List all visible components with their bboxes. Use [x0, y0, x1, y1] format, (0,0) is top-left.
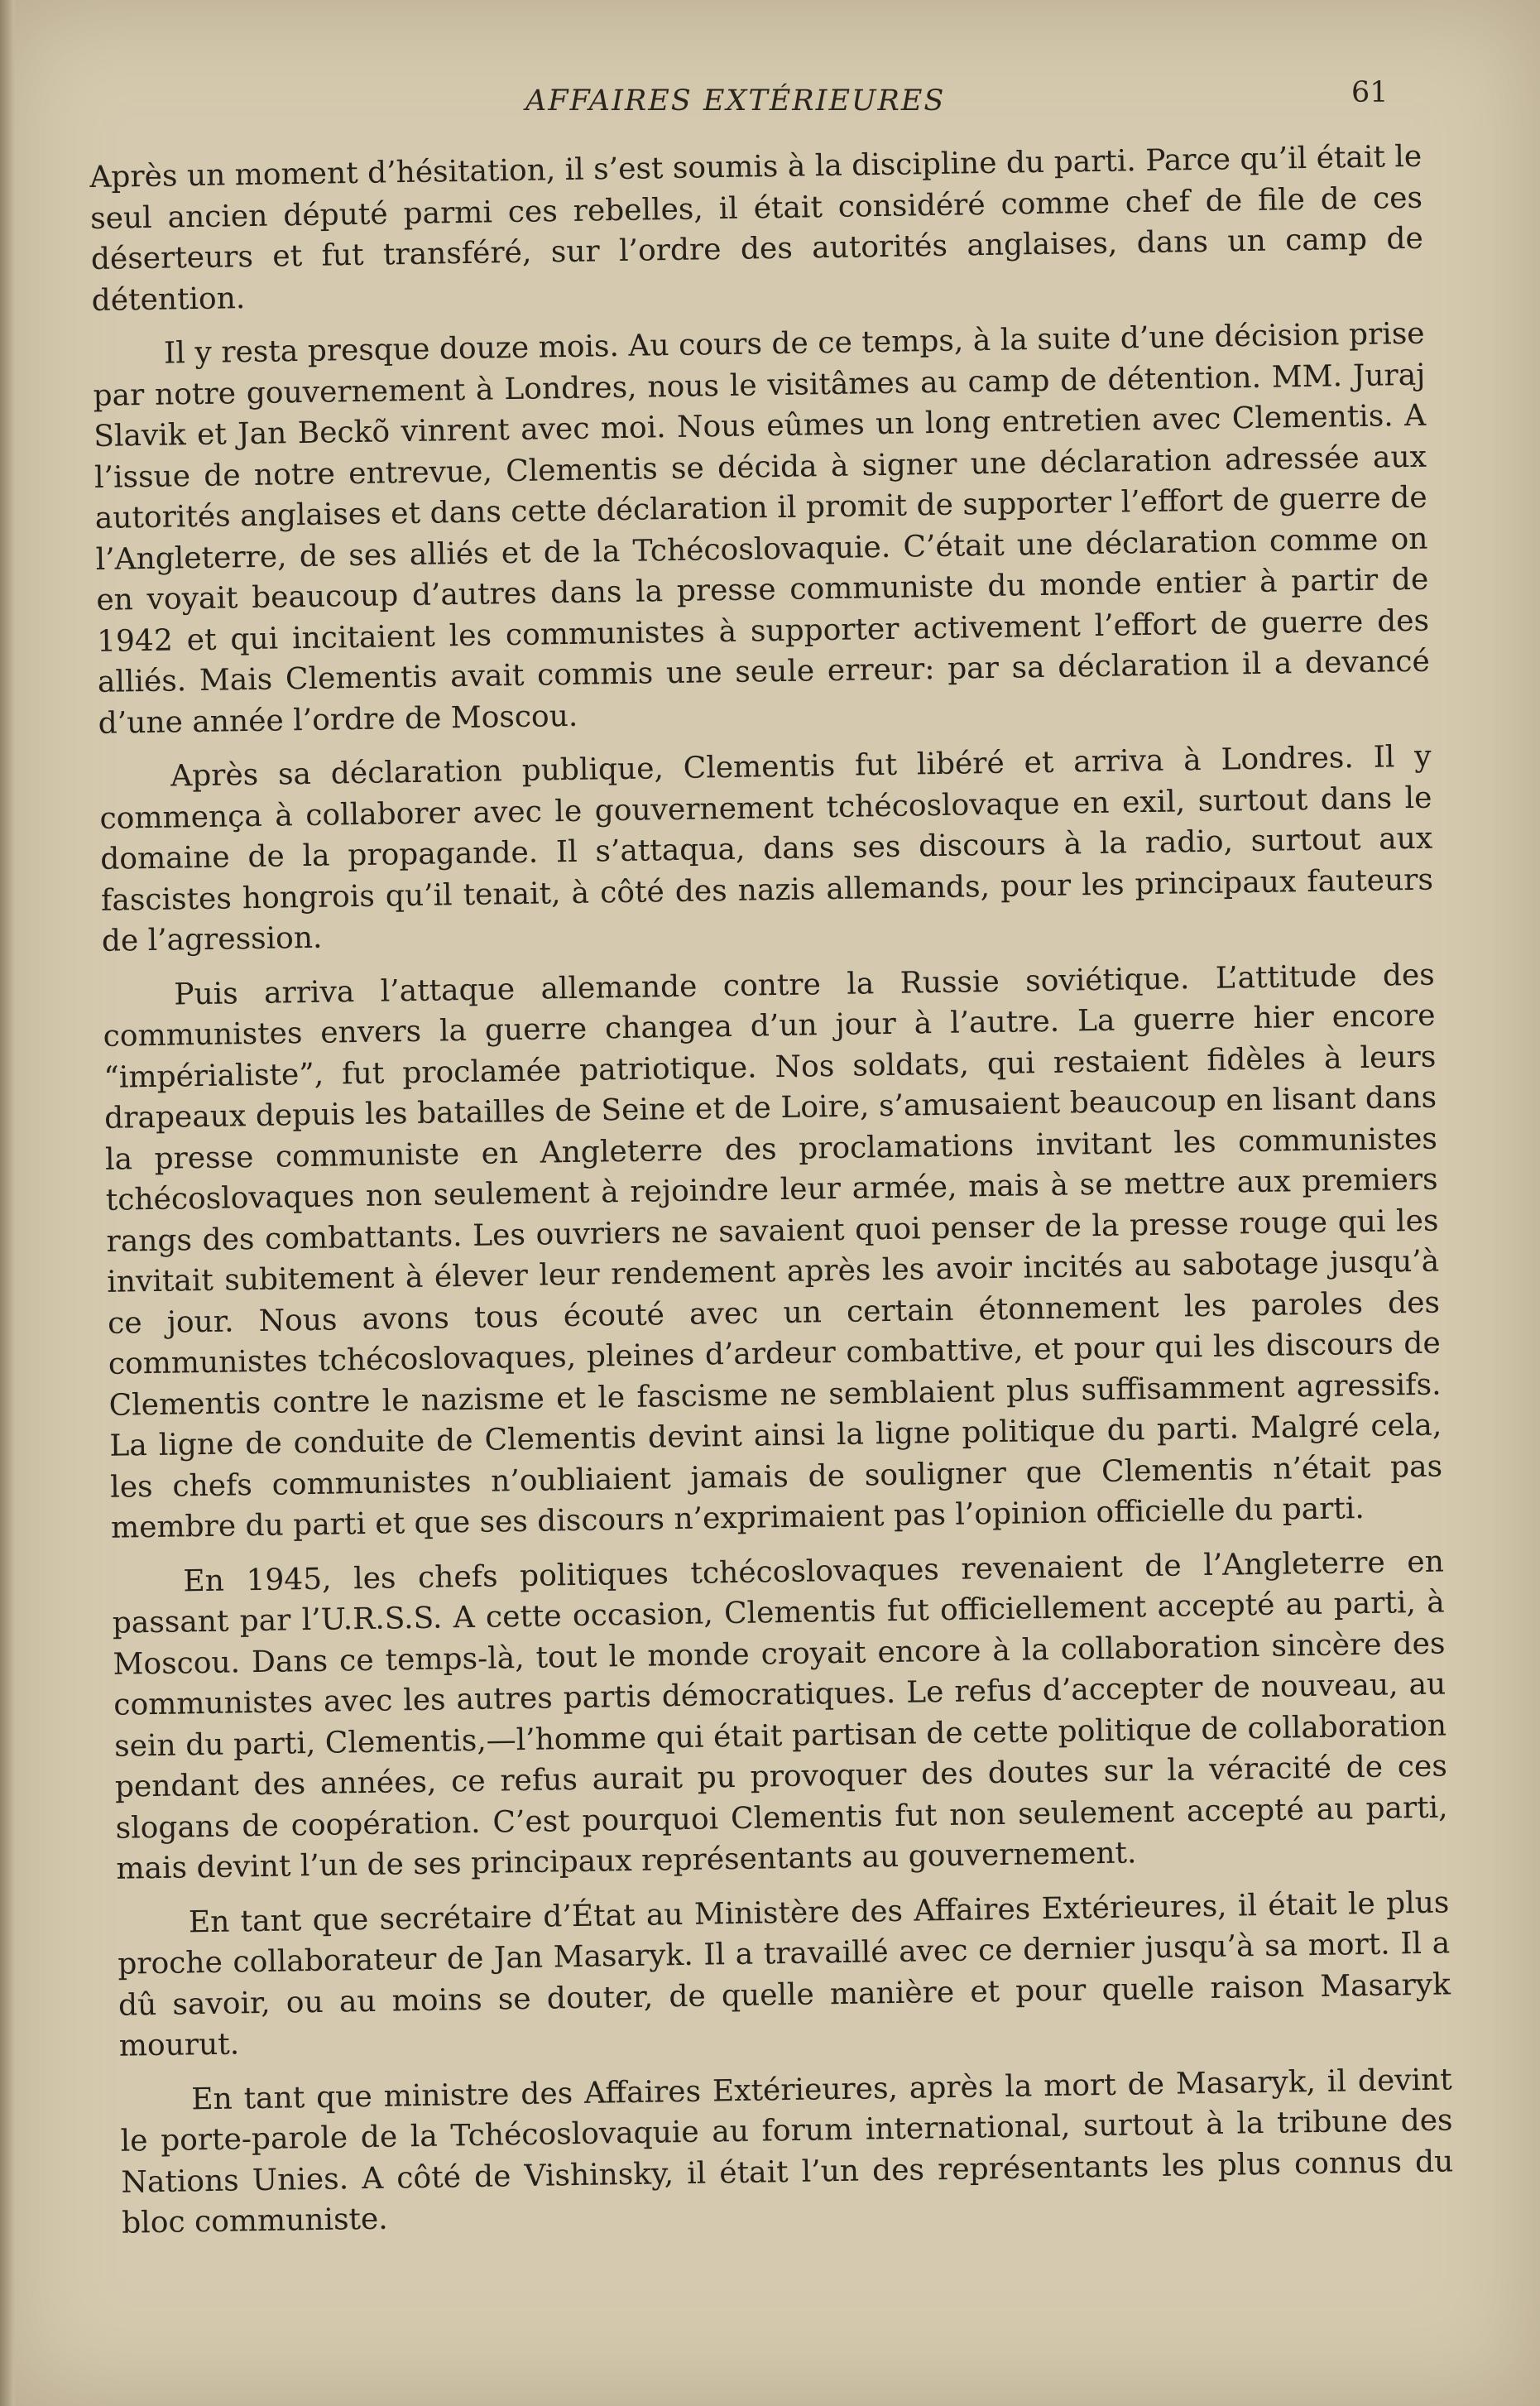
paragraph-2: Il y resta presque douze mois. Au cours de ce temps, à la suite d’une décision prise par notre gouvernement à Londres, nous le visitâmes au camp de détention. MM. Juraj Slavik et Jan Beckõ vinrent avec moi. Nous eûmes un long entretien avec Clementis. A l’issue de notre entrevue, Clementis se décida à signer une déclaration adressée aux autorités anglaises et dans cette déclaration il promit de supporter l’effort de guerre de l’Angleterre, de ses alliés et de la Tchécoslovaquie. C’était une déclaration comme on en voyait beaucoup d’autres dans la presse communiste du monde entier à partir de 1942 et qui incitaient les communistes à supporter activement l’effort de guerre des alliés. Mais Clementis avait commis une seule erreur: par sa déclaration il a devancé d’une année l’ordre de Moscou.: [93, 316, 1431, 741]
body-text: [89, 137, 1455, 2257]
paragraph-1: Après un moment d’hésitation, il s’est soumis à la discipline du parti. Parce qu’il était le seul ancien député parmi ces rebelles, il était considéré comme chef de file de ces déserteurs et fut transféré, sur l’ordre des autorités anglaises, dans un camp de détention.: [89, 139, 1424, 318]
paragraph-3: Après sa déclaration publique, Clementis fut libéré et arriva à Londres. Il y commença à collaborer avec le gouvernement tchécoslovaque en exil, surtout dans le domaine de la propagande. Il s’attaqua, dans ses discours à la radio, surtout aux fascistes hongrois qu’il tenait, à côté des nazis allemands, pour les principaux fauteurs de l’agression.: [99, 739, 1434, 958]
paragraph-6: En tant que secrétaire d’État au Ministère des Affaires Extérieures, il était le plus proche collaborateur de Jan Masaryk. Il a travaillé avec ce dernier jusqu’à sa mort. Il a dû savoir, ou au moins se douter, de quelle manière et pour quelle raison Masaryk mourut.: [117, 1885, 1451, 2063]
page-binding-edge: [0, 0, 15, 2406]
paragraph-4: Puis arriva l’attaque allemande contre la Russie soviétique. L’attitude des communistes envers la guerre changea d’un jour à l’autre. La guerre hier encore “impérialiste”, fut proclamée patriotique. Nos soldats, qui restaient fidèles à leurs drapeaux depuis les batailles de Seine et de Loire, s’amusaient beaucoup en lisant dans la presse communiste en Angleterre des proclamations invitant les communistes tchécoslovaques non seulement à rejoindre leur armée, mais à se mettre aux premiers rangs des combattants. Les ouvriers ne savaient quoi penser de la presse rouge qui les invitait subitement à élever leur rendement après les avoir incités au sabotage jusqu’à ce jour. Nous avons tous écouté avec un certain étonnement les paroles des communistes tchécoslovaques, pleines d’ardeur combattive, et pour qui les discours de Clementis contre le nazisme et le fascisme ne semblaient plus suffisamment agressifs. La ligne de conduite de Clementis devint ainsi la ligne politique du parti. Malgré cela, les chefs communistes n’oubliaient jamais de souligner que Clementis n’était pas membre du parti et que ses discours n’exprimaient pas l’opinion officielle du parti.: [103, 958, 1443, 1545]
paragraph-5: En 1945, les chefs politiques tchécoslovaques revenaient de l’Angleterre en passant par l’U.R.S.S. A cette occasion, Clementis fut officiellement accepté au parti, à Moscou. Dans ce temps-là, tout le monde croyait encore à la collaboration sincère des communistes avec les autres partis démocratiques. Le refus d’accepter de nouveau, au sein du parti, Clementis,—l’homme qui était partisan de cette politique de collaboration pendant des années, ce refus aurait pu provoquer des doutes sur la véracité de ces slogans de coopération. C’est pourquoi Clementis fut non seulement accepté au parti, mais devint l’un de ses principaux représentants au gouvernement.: [112, 1544, 1448, 1886]
paragraph-7: En tant que ministre des Affaires Extérieures, après la mort de Masaryk, il devint le porte-parole de la Tchécoslovaquie au forum international, surtout à la tribune des Nations Unies. A côté de Vishinsky, il était l’un des représentants les plus connus du bloc communiste.: [120, 2062, 1454, 2240]
running-head: [0, 76, 1540, 134]
page-number: 61: [1351, 76, 1389, 109]
running-head-title: AFFAIRES EXTÉRIEURES: [525, 84, 946, 118]
